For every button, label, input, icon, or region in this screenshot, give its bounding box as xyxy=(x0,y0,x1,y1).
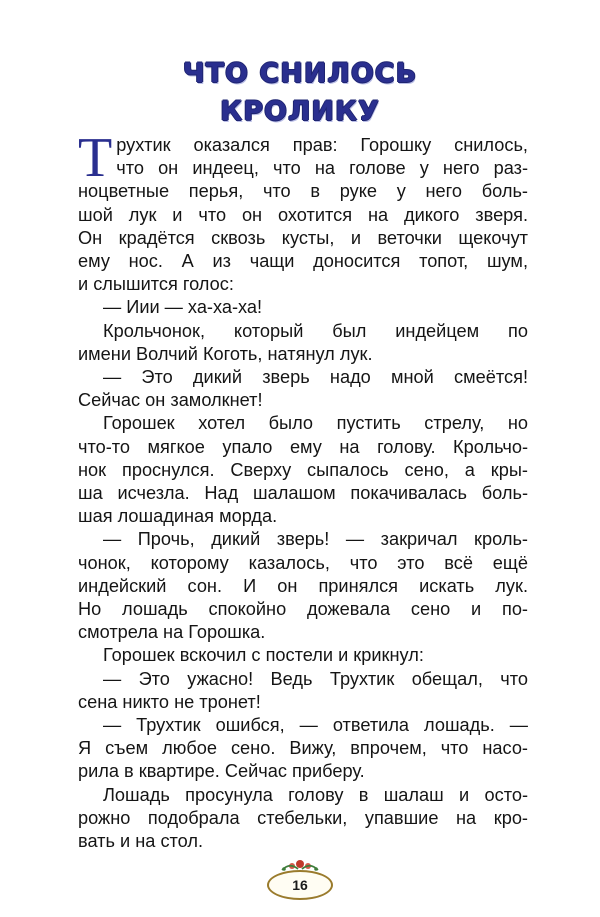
page-footer xyxy=(0,858,600,908)
text-line-content: индейский сон. И он принялся искать лук. xyxy=(78,575,528,596)
text-line-content: шой лук и что он охотится на дикого зверя. xyxy=(78,204,528,225)
text-line-content: Горошек хотел было пустить стрелу, но xyxy=(103,413,528,434)
text-line-content: Лошадь просунула голову в шалаш и осто- xyxy=(103,784,528,805)
text-line xyxy=(78,250,528,273)
text-line-content: что-то мягкое упало ему на голову. Крольчо- xyxy=(78,436,528,457)
text-line-content: вать и на стол. xyxy=(78,831,204,852)
text-line xyxy=(78,737,528,760)
text-line xyxy=(78,691,528,714)
story-text xyxy=(78,127,528,853)
text-line xyxy=(78,459,528,482)
text-line xyxy=(78,366,528,389)
text-line xyxy=(78,180,528,203)
text-line xyxy=(78,830,528,853)
text-line xyxy=(78,227,528,250)
text-line xyxy=(78,644,528,667)
text-line-content: — Иии — ха-ха-ха! xyxy=(103,297,263,318)
text-line-content: — Это ужасно! Ведь Трухтик обещал, что xyxy=(103,668,528,689)
text-line xyxy=(78,343,528,366)
text-line-content: рухтик оказался прав: Горошку снилось, xyxy=(116,135,528,155)
text-line xyxy=(78,505,528,528)
text-line xyxy=(78,320,528,343)
text-line xyxy=(78,598,528,621)
text-line-content: нок проснулся. Сверху сыпалось сено, а кры- xyxy=(78,459,528,480)
text-line-content: Я съем любое сено. Вижу, впрочем, что насо- xyxy=(78,738,528,759)
text-line-content: ему нос. А из чащи доносится топот, шум, xyxy=(78,251,528,272)
text-line xyxy=(78,412,528,435)
text-line-content: ша исчезла. Над шалашом покачивалась боль- xyxy=(78,483,528,504)
text-line-content: Сейчас он замолкнет! xyxy=(78,390,263,411)
text-line-content: — Это дикий зверь надо мной смеётся! xyxy=(103,367,528,388)
text-line-content: имени Волчий Коготь, натянул лук. xyxy=(78,343,373,364)
text-line-content: и слышится голос: xyxy=(78,274,234,295)
text-line-content: чонок, которому казалось, что это всё ещё xyxy=(78,552,528,573)
text-line xyxy=(78,714,528,737)
text-line xyxy=(78,528,528,551)
text-line xyxy=(78,204,528,227)
text-line xyxy=(78,436,528,459)
text-line-content: Он крадётся сквозь кусты, и веточки щекочут xyxy=(78,227,528,248)
text-line xyxy=(78,807,528,830)
text-line-content: рила в квартире. Сейчас приберу. xyxy=(78,761,365,782)
text-line xyxy=(78,296,528,319)
text-line-content: — Трухтик ошибся, — ответила лошадь. — xyxy=(103,715,528,736)
text-line xyxy=(78,621,528,644)
text-line-content: смотрела на Горошка. xyxy=(78,622,266,643)
text-line xyxy=(78,575,528,598)
text-line xyxy=(78,389,528,412)
text-line-content: рожно подобрала стебельки, упавшие на кро- xyxy=(78,807,528,828)
text-line xyxy=(78,482,528,505)
page-number: 16 xyxy=(292,877,308,893)
text-line-content: сена никто не тронет! xyxy=(78,691,261,712)
text-line-content: ноцветные перья, что в руке у него боль- xyxy=(78,181,528,202)
drop-cap: Т xyxy=(78,127,113,189)
text-line-content: — Прочь, дикий зверь! — закричал кроль- xyxy=(103,529,528,550)
text-line xyxy=(78,157,528,180)
page-number-frame xyxy=(267,870,333,900)
chapter-title-line-2: КРОЛИКУ xyxy=(220,96,380,127)
text-line xyxy=(78,552,528,575)
text-line-content: шая лошадиная морда. xyxy=(78,506,278,527)
text-line xyxy=(78,668,528,691)
chapter-title-line-1: ЧТО СНИЛОСЬ xyxy=(182,58,418,89)
text-line xyxy=(78,760,528,783)
text-line xyxy=(78,273,528,296)
text-line-content: Горошек вскочил с постели и крикнул: xyxy=(103,645,424,666)
text-line-content: Но лошадь спокойно дожевала сено и по- xyxy=(78,599,528,620)
text-line-content: что он индеец, что на голове у него раз- xyxy=(116,158,528,179)
text-line xyxy=(78,784,528,807)
text-line-content: Крольчонок, который был индейцем по xyxy=(103,320,528,341)
